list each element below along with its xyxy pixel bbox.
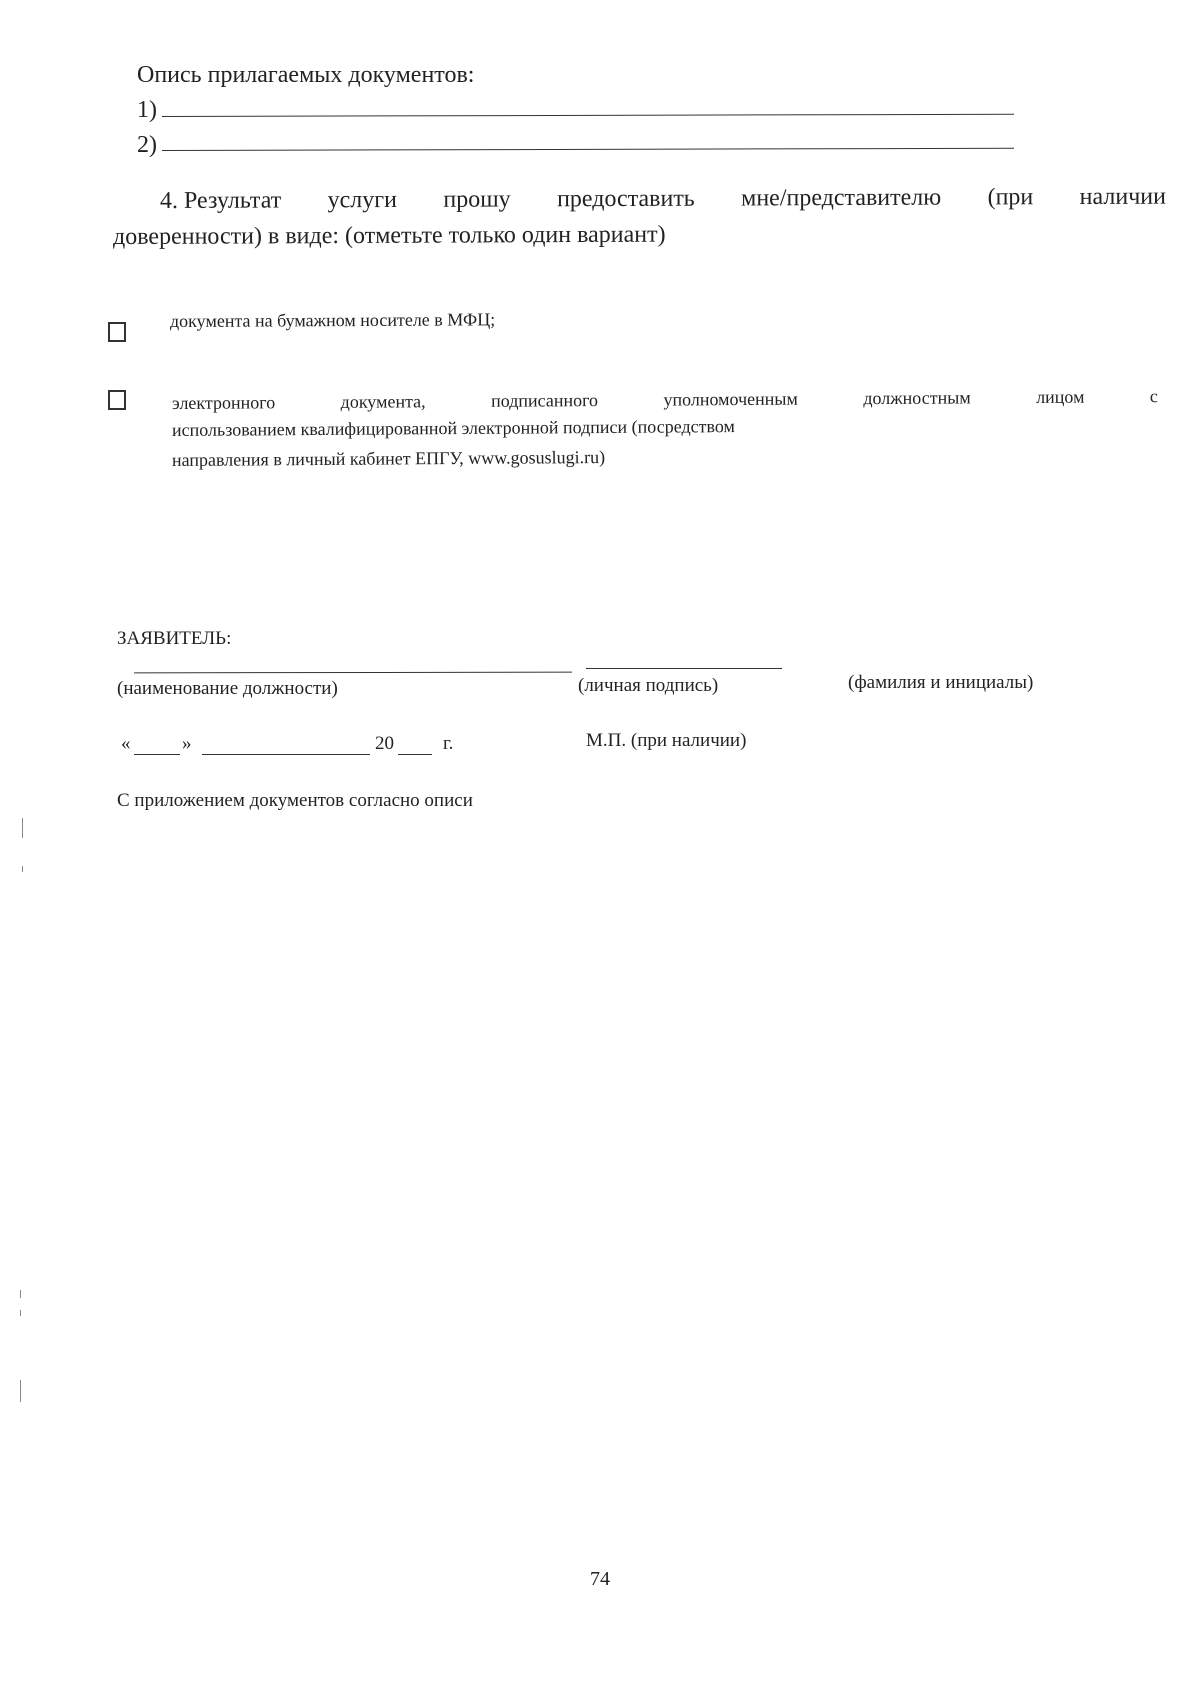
position-field[interactable]: [134, 672, 572, 674]
date-month-field[interactable]: [202, 754, 370, 755]
page-number: 74: [590, 1568, 610, 1590]
scan-margin-mark: [20, 1380, 21, 1402]
section4-line1-word: услуги: [327, 186, 397, 214]
electronic-document-label-line3: направления в личный кабинет ЕПГУ, www.gosuslugi.ru): [171, 446, 606, 470]
electronic-document-label-line2: использованием квалифицированной электронной подписи (посредством: [171, 416, 735, 440]
scan-margin-mark: [20, 1290, 21, 1298]
seal-note: М.П. (при наличии): [586, 730, 747, 751]
electronic-document-line1-word: уполномоченным: [663, 388, 798, 410]
date-open-quote: «: [121, 733, 131, 754]
date-year-prefix: 20: [375, 733, 394, 754]
section4-line1-word: предоставить: [556, 185, 695, 213]
applicant-heading: ЗАЯВИТЕЛЬ:: [117, 628, 232, 649]
date-year-suffix: г.: [443, 733, 454, 754]
electronic-document-line1-word: должностным: [863, 387, 971, 409]
electronic-document-line1-word: лицом: [1036, 386, 1085, 407]
section4-line1-word: наличии: [1079, 183, 1166, 210]
electronic-document-checkbox[interactable]: [108, 390, 126, 410]
scan-margin-mark: [20, 1310, 21, 1316]
attachment-item-2-label: 2): [137, 132, 157, 158]
section4-line1-word: 4. Результат: [159, 187, 282, 214]
caption-name: (фамилия и инициалы): [848, 672, 1034, 693]
electronic-document-label-line1: [172, 386, 1158, 414]
signature-field[interactable]: [586, 668, 782, 669]
electronic-document-line1-word: подписанного: [490, 390, 599, 411]
attachment-item-1-field[interactable]: [162, 114, 1014, 117]
date-day-field[interactable]: [134, 754, 180, 755]
attachment-item-2-field[interactable]: [162, 148, 1014, 151]
section4-line1-word: мне/представителю: [741, 184, 942, 212]
attachments-title: Опись прилагаемых документов:: [137, 62, 475, 88]
paper-document-checkbox[interactable]: [108, 322, 126, 342]
section4-line2: доверенности) в виде: (отметьте только один вариант): [112, 221, 666, 250]
caption-signature: (личная подпись): [578, 675, 719, 696]
electronic-document-line1-word: с: [1149, 386, 1158, 407]
attachment-note: С приложением документов согласно описи: [117, 790, 473, 811]
section4-line1-word: прошу: [443, 186, 511, 213]
date-year-field[interactable]: [398, 754, 432, 755]
date-close-quote: »: [182, 733, 192, 754]
section4-line1-word: (при: [987, 184, 1034, 211]
attachment-item-1-label: 1): [137, 97, 157, 123]
caption-position: (наименование должности): [117, 678, 338, 699]
scan-margin-mark: [22, 866, 23, 872]
section4-line1: [160, 184, 1166, 215]
scan-margin-mark: [22, 818, 23, 838]
electronic-document-line1-word: электронного: [171, 392, 276, 413]
paper-document-label: документа на бумажном носителе в МФЦ;: [169, 309, 496, 331]
electronic-document-line1-word: документа,: [340, 391, 426, 412]
